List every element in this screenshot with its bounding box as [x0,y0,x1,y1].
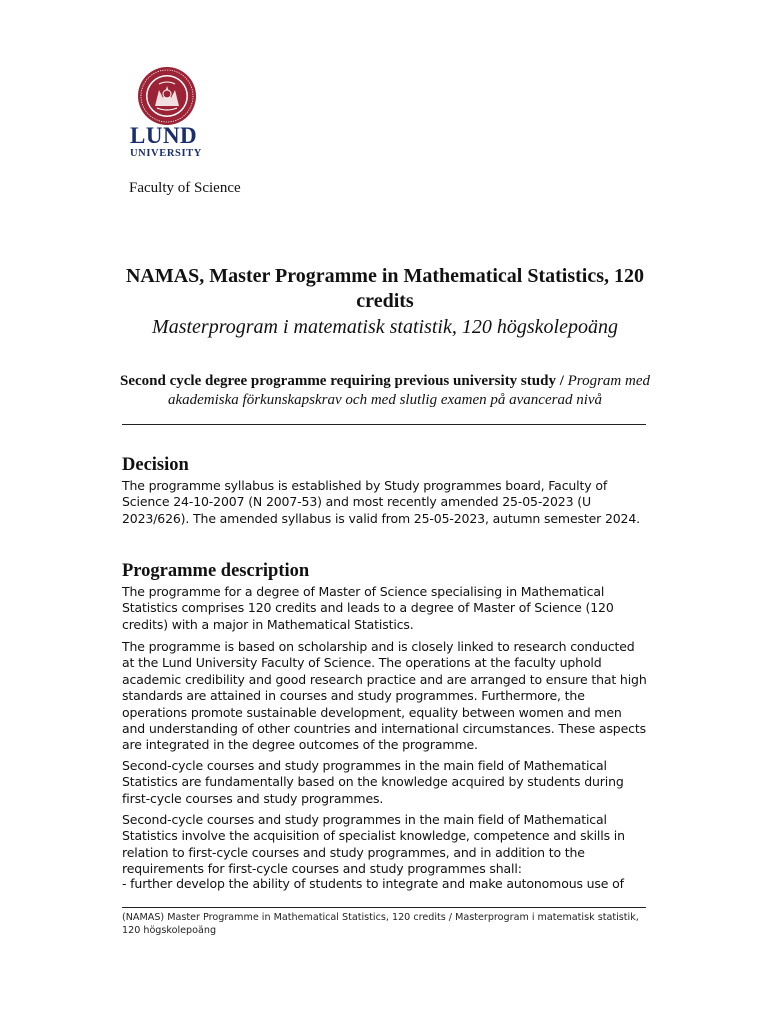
cycle-description [120,372,650,410]
logo-name-line2: UNIVERSITY [130,148,202,159]
description-paragraph-3: Second-cycle courses and study programmes in the main field of Mathematical Statistics are fundamentally based on the knowledge acquired by students during first-cycle courses and study programmes. [122,758,624,806]
cycle-separator: / [555,373,568,389]
university-seal-icon [137,66,197,126]
university-logo [130,66,210,162]
header-divider [122,424,646,425]
page-footer: (NAMAS) Master Programme in Mathematical Statistics, 120 credits / Masterprogram i matematisk statistik, 120 högskolepoäng [122,912,639,936]
logo-name-line1: LUND [130,123,198,148]
description-paragraph-4: Second-cycle courses and study programmes in the main field of Mathematical Statistics involve the acquisition of specialist knowledge, competence and skills in relation to first-cycle courses and study programmes, and in addition to the requirements for first-cycle courses and study programmes shall: [122,812,625,877]
description-paragraph-1: The programme for a degree of Master of Science specialising in Mathematical Statistics comprises 120 credits and leads to a degree of Master of Science (120 credits) with a major in Mathematical Statistics. [122,584,614,632]
description-paragraph-2: The programme is based on scholarship and is closely linked to research conducted at the Lund University Faculty of Science. The operations at the faculty uphold academic credibility and good research practice and are arranged to ensure that high standards are attained in courses and study programmes. Furthermore, the operations promote sustainable development, equality between women and men and understanding of other countries and international circumstances. These aspects are integrated in the degree outcomes of the programme. [122,639,647,753]
cycle-english: Second cycle degree programme requiring previous university study [120,373,556,389]
title-english: NAMAS, Master Programme in Mathematical Statistics, 120 credits [125,265,645,312]
footer-divider [122,907,646,908]
cycle-swedish: Program med akademiska förkunskapskrav och med slutlig examen på avancerad nivå [167,373,650,408]
title-swedish: Masterprogram i matematisk statistik, 120 högskolepoäng [152,316,618,338]
decision-heading: Decision [122,455,189,475]
description-paragraph-5: - further develop the ability of students to integrate and make autonomous use of [122,876,624,891]
programme-title [120,264,650,340]
faculty-name: Faculty of Science [129,180,241,196]
decision-text: The programme syllabus is established by Study programmes board, Faculty of Science 24-10-2007 (N 2007-53) and most recently amended 25-05-2023 (U 2023/626). The amended syllabus is valid from 25-05-2023, autumn semester 2024. [122,478,640,526]
description-heading: Programme description [122,561,310,581]
